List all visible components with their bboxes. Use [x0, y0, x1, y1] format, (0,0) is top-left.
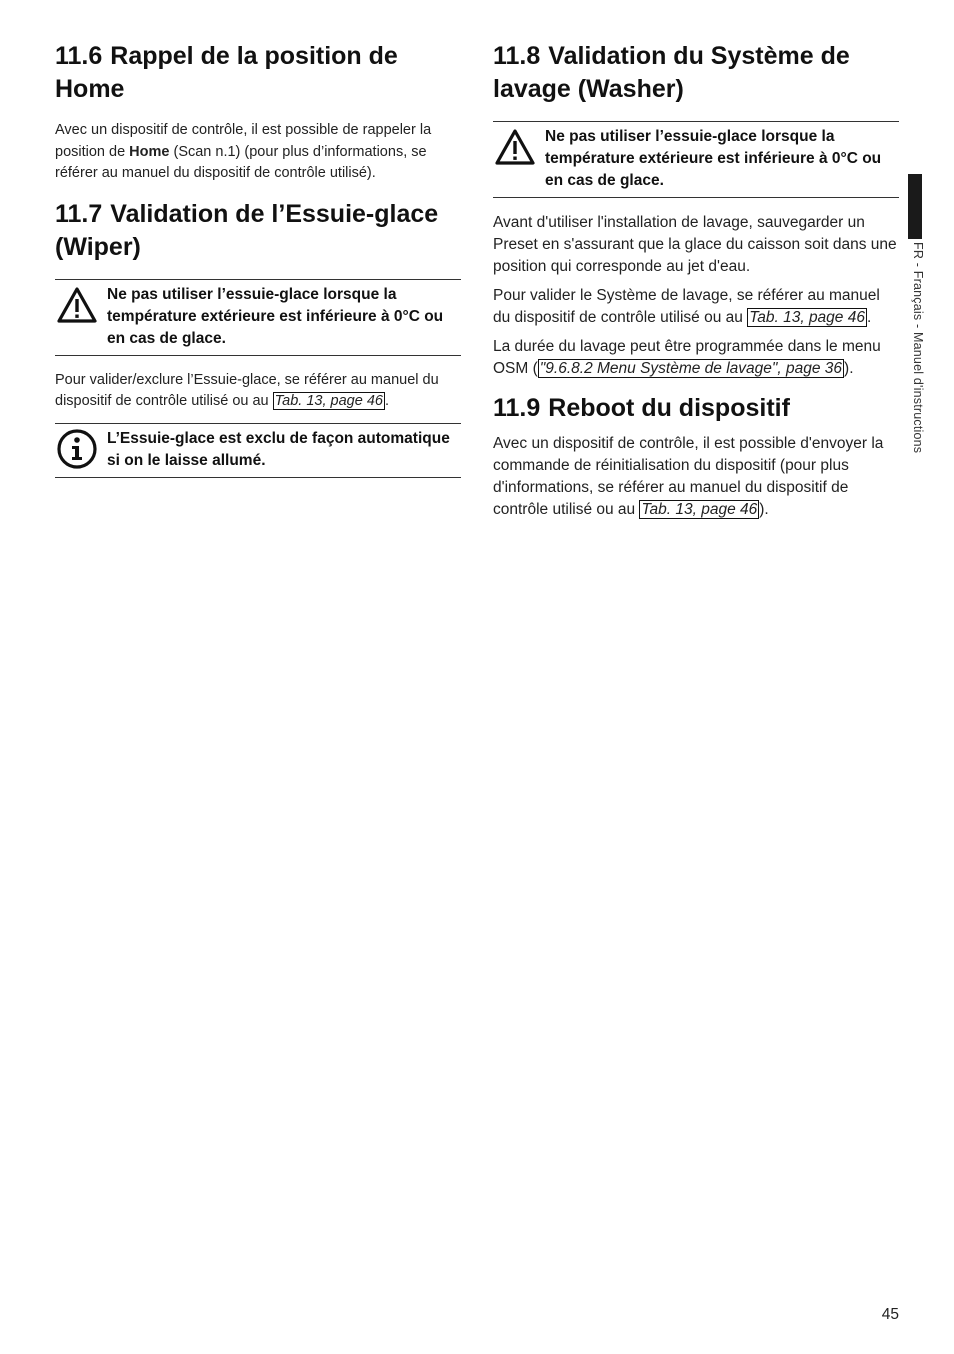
- heading-11-9: [493, 392, 899, 425]
- paragraph-11-8-preset: Avant d'utiliser l'installation de lavage, sauvegarder un Preset en s'assurant que la glace du caisson soit dans une position qui corresponde au jet d'eau.: [493, 214, 897, 275]
- paragraph-11-7: Pour valider/exclure l’Essuie-glace, se référer au manuel du dispositif de contrôle utilisé ou au Tab. 13, page 46 .: [55, 371, 439, 409]
- heading-11-8: [493, 40, 899, 106]
- heading-title: Validation du Système de lavage (Washer): [493, 42, 850, 103]
- paragraph-11-9: Avec un dispositif de contrôle, il est possible d'envoyer la commande de réinitialisation du dispositif (pour plus d'informations, se référer au manuel du dispositif de contrôle utilisé ou au Tab. 13, page 46 ).: [493, 435, 884, 518]
- table-reference-link[interactable]: Tab. 13, page 46: [274, 393, 383, 409]
- heading-number: 11.9: [493, 394, 541, 422]
- warning-notice-11-8: [493, 121, 899, 198]
- warning-notice-11-7: [55, 279, 461, 356]
- warning-text: Ne pas utiliser l’essuie-glace lorsque la température extérieure est inférieure à 0°C ou en cas de glace.: [545, 128, 882, 189]
- warning-text: Ne pas utiliser l’essuie-glace lorsque la température extérieure est inférieure à 0°C ou en cas de glace.: [107, 285, 444, 347]
- heading-number: 11.8: [493, 42, 541, 70]
- menu-reference-link[interactable]: "9.6.8.2 Menu Système de lavage", page 36: [539, 360, 843, 377]
- heading-title: Validation de l’Essuie-glace (Wiper): [55, 199, 439, 261]
- right-column: [493, 40, 899, 521]
- paragraph-11-6: Avec un dispositif de contrôle, il est possible de rappeler la position de Home (Scan n.1) (pour plus d’informations, se référer au manuel du dispositif de contrôle utilisé).: [55, 122, 432, 181]
- heading-11-6: [55, 40, 461, 106]
- table-reference-link[interactable]: Tab. 13, page 46: [749, 309, 865, 326]
- info-notice-11-7: [55, 423, 461, 478]
- heading-11-7: [55, 198, 461, 264]
- heading-title: Reboot du dispositif: [548, 394, 790, 422]
- table-reference-link[interactable]: Tab. 13, page 46: [641, 501, 758, 518]
- page-number: 45: [881, 1306, 899, 1323]
- warning-triangle-icon: [55, 284, 99, 326]
- left-column: [55, 40, 461, 478]
- info-text: L’Essuie-glace est exclu de façon automatique si on le laisse allumé.: [107, 429, 450, 469]
- warning-triangle-icon: [493, 126, 537, 168]
- side-language-label: FR - Français - Manuel d'instructions: [911, 242, 925, 454]
- heading-number: 11.7: [55, 199, 103, 228]
- heading-number: 11.6: [55, 42, 103, 70]
- paragraph-11-8-duration: La durée du lavage peut être programmée dans le menu OSM ( "9.6.8.2 Menu Système de lavage", page 36 ).: [493, 338, 881, 377]
- paragraph-11-8-validate: Pour valider le Système de lavage, se référer au manuel du dispositif de contrôle utilisé ou au Tab. 13, page 46 .: [493, 287, 880, 326]
- info-circle-icon: [55, 428, 99, 470]
- heading-title: Rappel de la position de Home: [55, 42, 398, 103]
- bold-home: Home: [129, 143, 170, 160]
- side-tab-marker: [908, 174, 922, 239]
